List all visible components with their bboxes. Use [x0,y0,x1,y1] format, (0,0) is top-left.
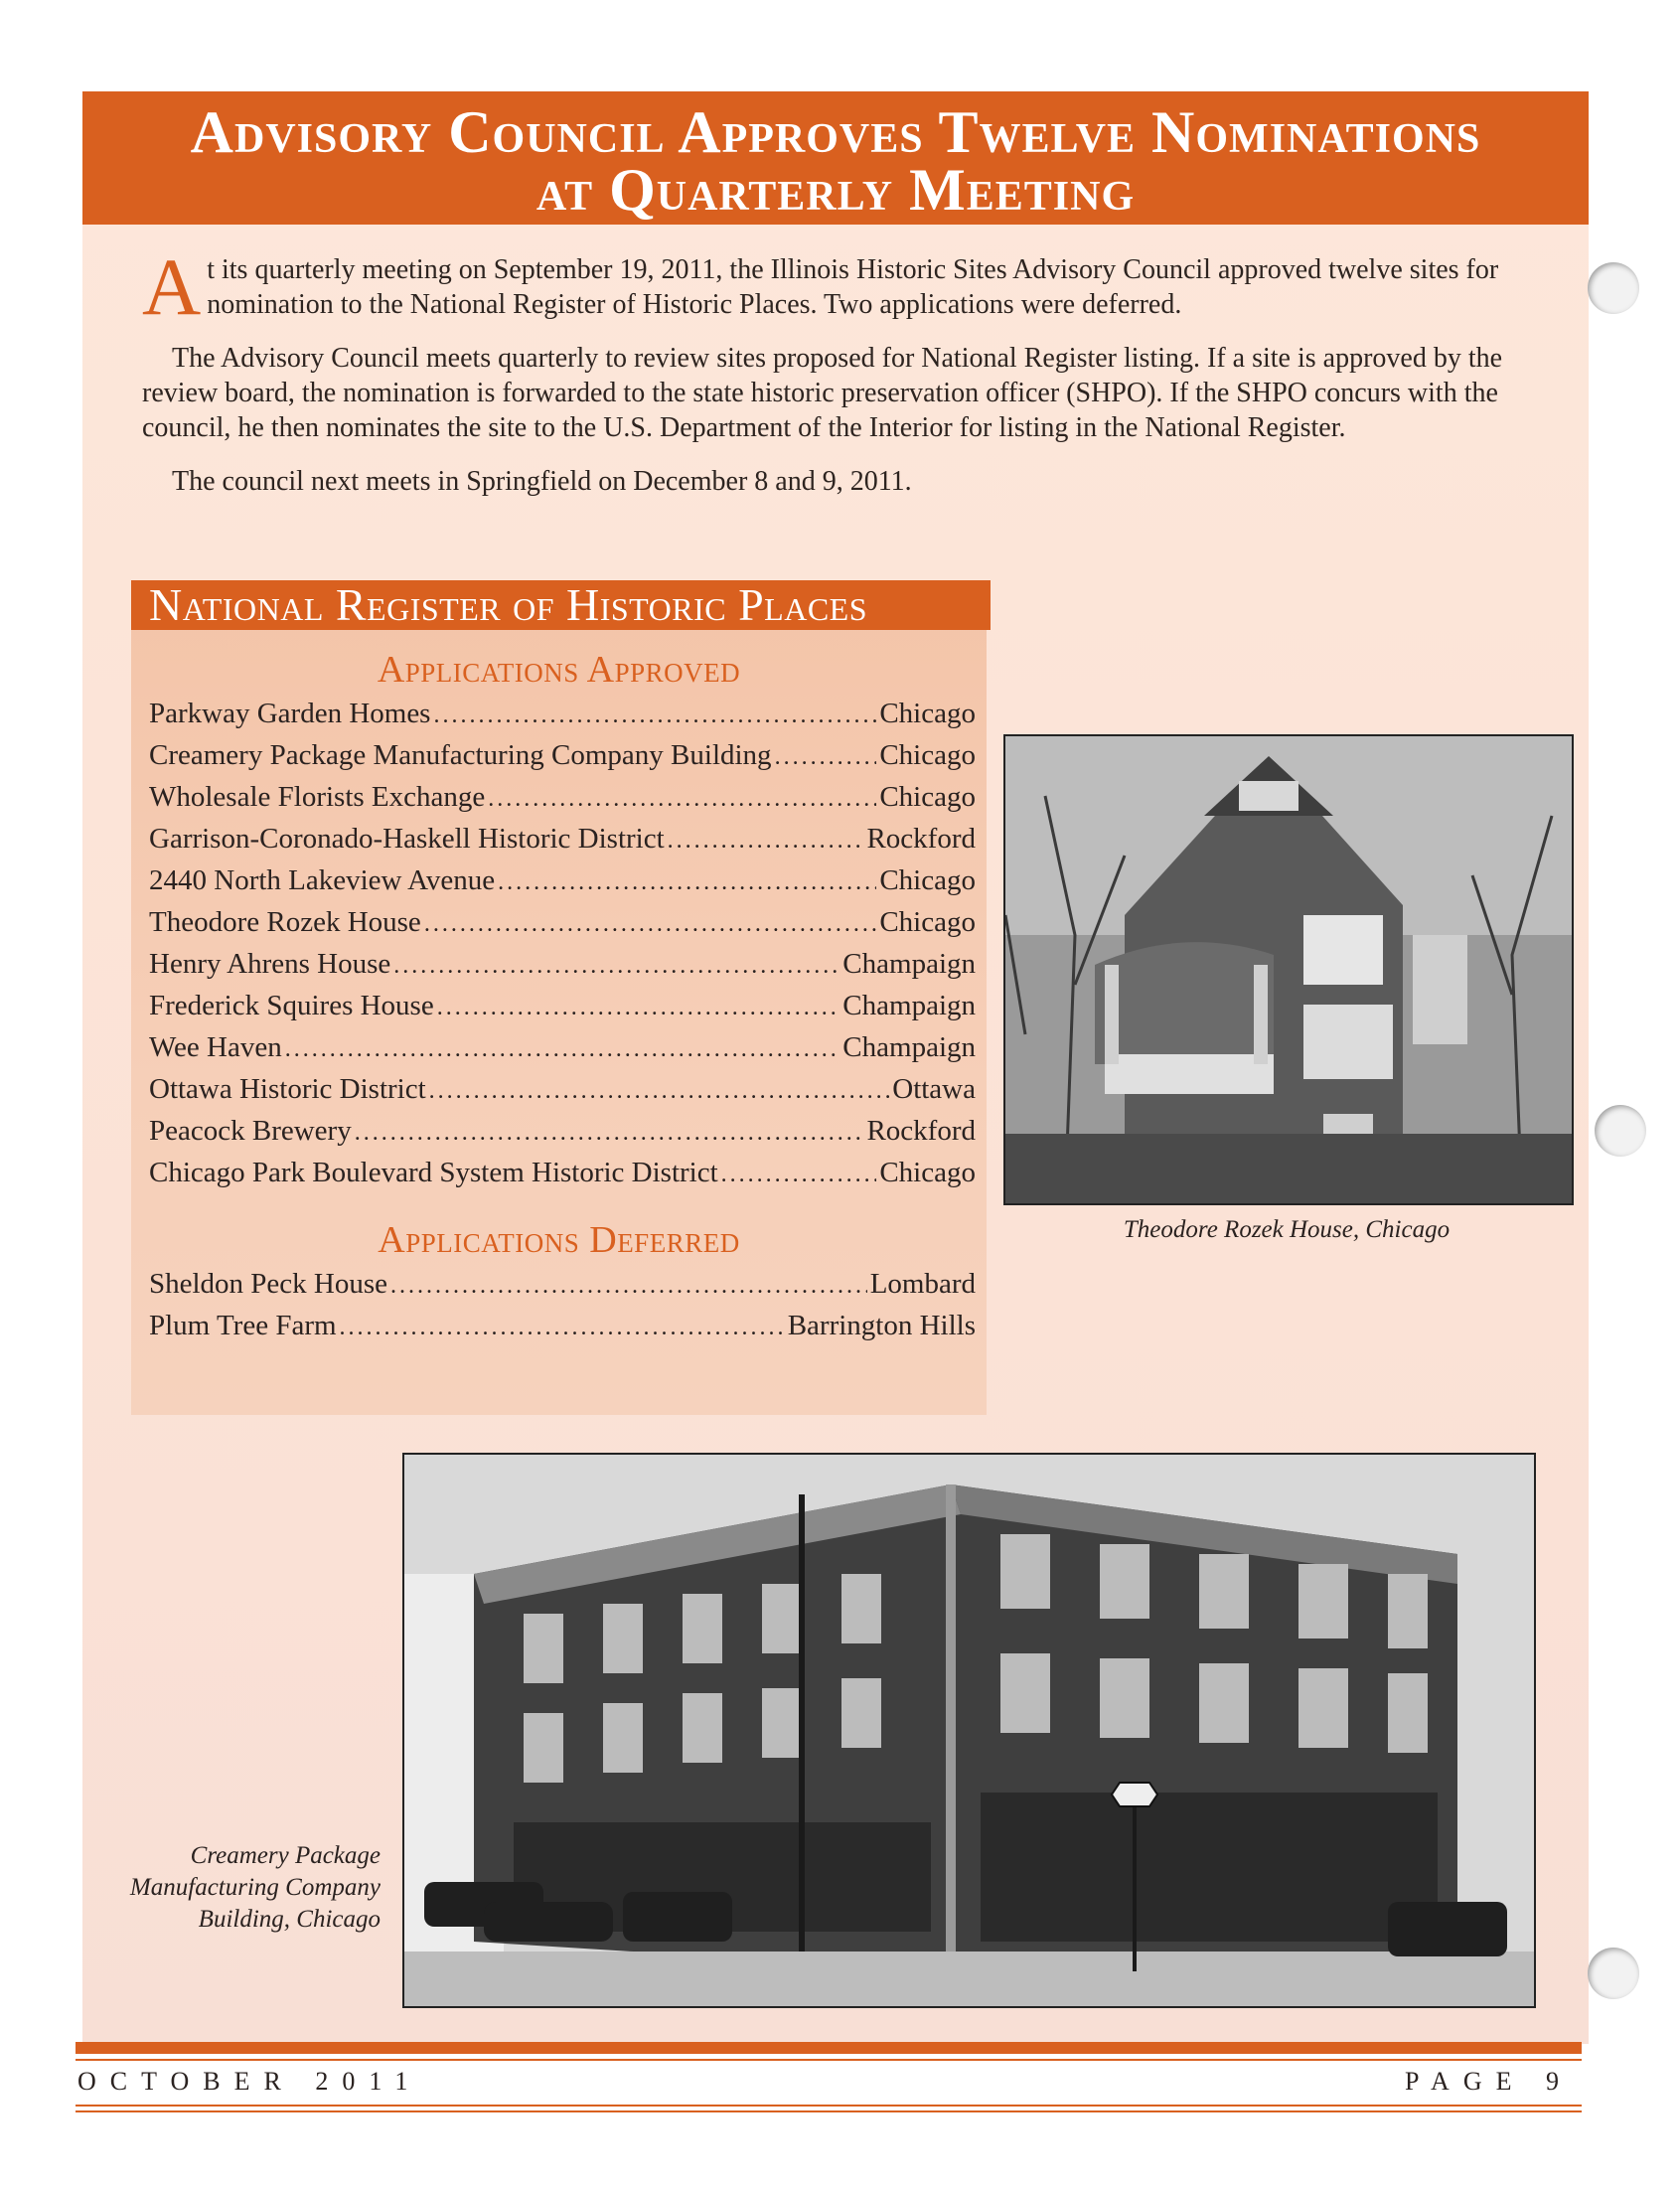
list-item: Ottawa Historic District ..... Ottawa [149,1068,976,1110]
intro-paragraph-1 [142,241,1528,332]
list-item: Garrison-Coronado-Haskell Historic District ..... Rockford [149,818,976,859]
intro-paragraph-3: The council next meets in Springfield on December 8 and 9, 2011. [172,466,912,497]
binder-hole [1595,1105,1646,1157]
list-item: Peacock Brewery ..... Rockford [149,1110,976,1152]
footer-rule [76,2105,1582,2107]
drop-cap: A [142,241,202,332]
list-item: Sheldon Peck House ..... Lombard [149,1263,976,1305]
list-item: Theodore Rozek House ..... Chicago [149,901,976,943]
creamery-caption-line-1: Creamery Package [190,1842,381,1869]
list-item: Plum Tree Farm ..... Barrington Hills [149,1305,976,1346]
list-item: Creamery Package Manufacturing Company Building ..... Chicago [149,734,976,776]
binder-hole [1588,1948,1639,1999]
list-item: Chicago Park Boulevard System Historic District ..... Chicago [149,1152,976,1193]
article-title-line-1: Advisory Council Approves Twelve Nominations [190,99,1481,165]
creamery-caption-line-3: Building, Chicago [198,1906,381,1933]
footer-page-number: PAGE 9 [1404,2067,1573,2096]
creamery-caption-line-2: Manufacturing Company [129,1874,381,1901]
article-title-banner [82,91,1589,225]
footer-rule [76,2059,1582,2061]
footer-date: OCTOBER 2011 [77,2067,422,2096]
list-item: 2440 North Lakeview Avenue ..... Chicago [149,859,976,901]
footer-rule [76,2042,1582,2054]
rozek-house-photo [1003,734,1574,1205]
intro-paragraph-1-text: t its quarterly meeting on September 19, 2011, the Illinois Historic Sites Advisory Council approved twelve sites for nomination to the National Register of Historic Places. Two applications were deferred. [207,254,1499,320]
list-item: Parkway Garden Homes ..... Chicago [149,693,976,734]
deferred-list [149,1263,976,1346]
list-item: Frederick Squires House ..... Champaign [149,985,976,1026]
rozek-caption: Theodore Rozek House, Chicago [1123,1216,1451,1243]
approved-heading: Applications Approved [377,649,741,691]
creamery-caption [99,1840,381,1936]
list-item: Wee Haven ..... Champaign [149,1026,976,1068]
article-title-line-2: at Quarterly Meeting [535,157,1136,223]
intro-paragraph-2: The Advisory Council meets quarterly to review sites proposed for National Register listing. If a site is approved by the review board, the nomination is forwarded to the state historic preservation officer (SHPO). If the SHPO concurs with the council, he then nominates the site to the U.S. Department of the Interior for listing in the National Register. [142,343,1503,443]
register-heading: National Register of Historic Places [131,580,991,630]
deferred-heading: Applications Deferred [378,1219,740,1261]
binder-hole [1588,262,1639,314]
list-item: Henry Ahrens House ..... Champaign [149,943,976,985]
approved-list [149,693,976,1193]
list-item: Wholesale Florists Exchange ..... Chicago [149,776,976,818]
creamery-building-photo [402,1453,1536,2008]
footer-rule [76,2110,1582,2112]
intro-text [142,241,1528,518]
